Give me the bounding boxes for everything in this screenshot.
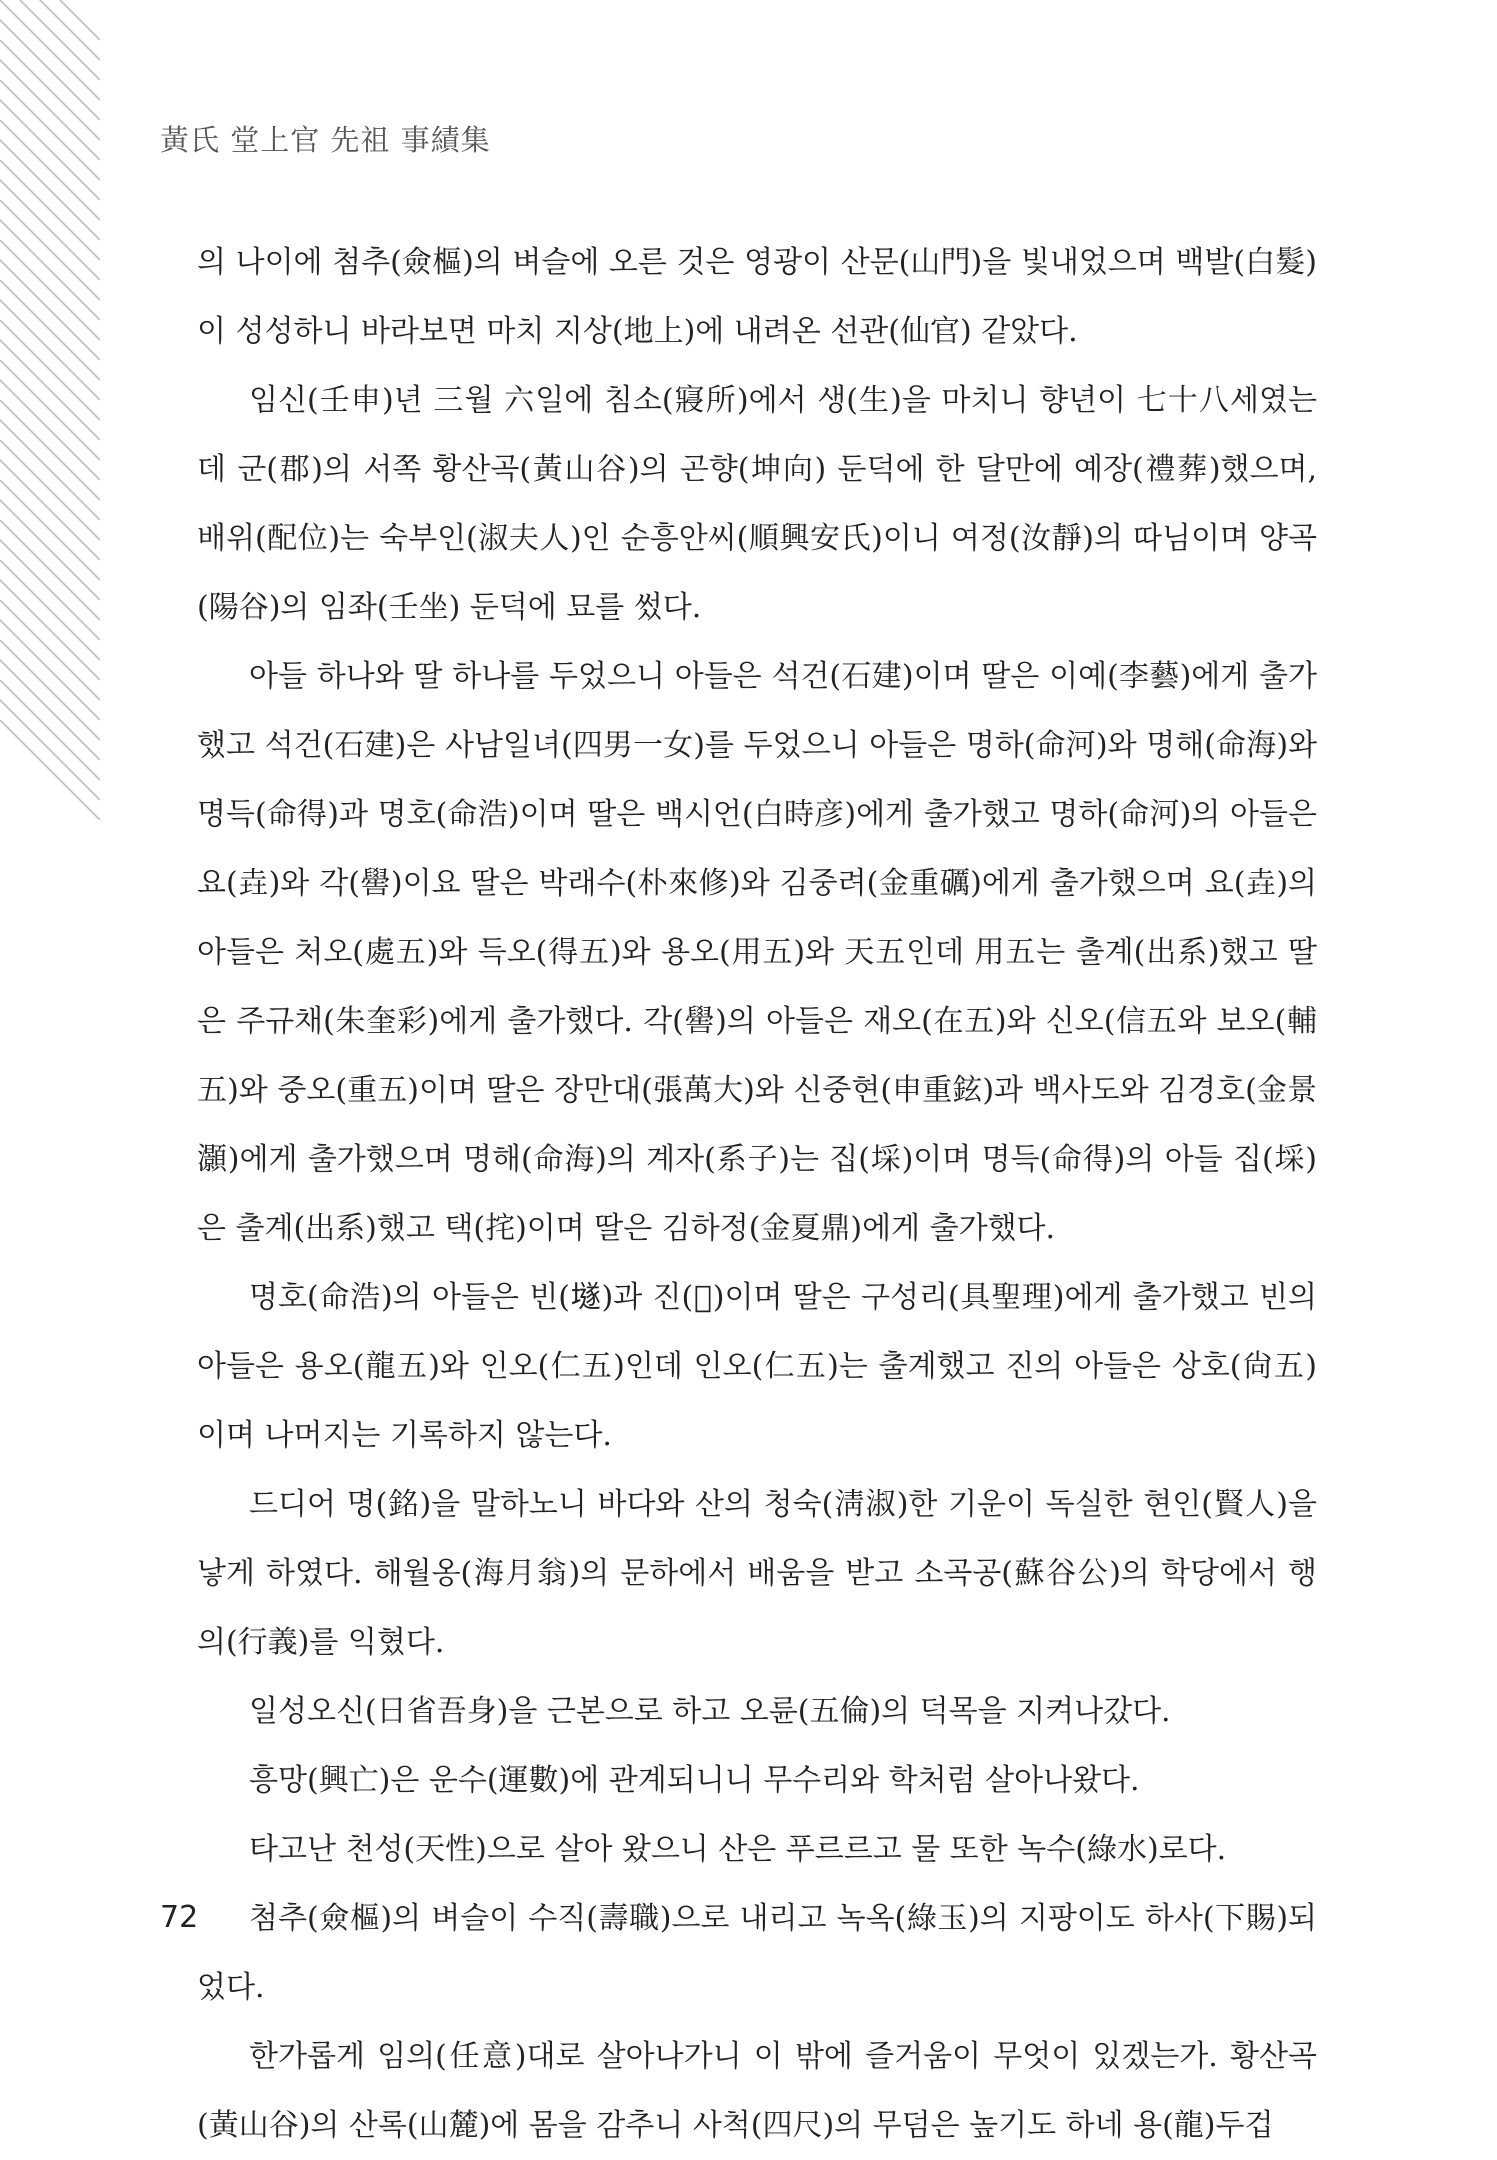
running-header: 黃氏 堂上官 先祖 事績集	[160, 123, 491, 157]
decorative-stripes	[0, 0, 100, 820]
paragraph: 명호(命浩)의 아들은 빈(𡑞)과 진(𡏓)이며 딸은 구성리(具聖理)에게 출가했고 빈의 아들은 용오(龍五)와 인오(仁五)인데 인오(仁五)는 출계했고 진의 아들은 상호(尙五)이며 나머지는 기록하지 않는다.	[197, 1280, 1317, 1453]
body-text	[197, 228, 1317, 2160]
paragraph: 의 나이에 첨추(僉樞)의 벼슬에 오른 것은 영광이 산문(山門)을 빛내었으며 백발(白髮)이 성성하니 바라보면 마치 지상(地上)에 내려온 선관(仙官) 같았다.	[197, 245, 1317, 349]
paragraph: 드디어 명(銘)을 말하노니 바다와 산의 청숙(淸淑)한 기운이 독실한 현인(賢人)을 낳게 하였다. 해월옹(海月翁)의 문하에서 배움을 받고 소곡공(蘇谷公)의 학당에서 행의(行義)를 익혔다.	[197, 1487, 1317, 1660]
paragraph: 한가롭게 임의(任意)대로 살아나가니 이 밖에 즐거움이 무엇이 있겠는가. 황산곡(黃山谷)의 산록(山麓)에 몸을 감추니 사척(四尺)의 무덤은 높기도 하네 용(龍)두겁	[197, 2039, 1317, 2143]
paragraph: 아들 하나와 딸 하나를 두었으니 아들은 석건(石建)이며 딸은 이예(李藝)에게 출가했고 석건(石建)은 사남일녀(四男一女)를 두었으니 아들은 명하(命河)와 명해(命海)와 명득(命得)과 명호(命浩)이며 딸은 백시언(白時彦)에게 출가했고 명하(命河)의 아들은 요(垚)와 각(嚳)이요 딸은 박래수(朴來修)와 김중려(金重礪)에게 출가했으며 요(垚)의 아들은 처오(處五)와 득오(得五)와 용오(用五)와 天五인데 用五는 출계(出系)했고 딸은 주규채(朱奎彩)에게 출가했다. 각(嚳)의 아들은 재오(在五)와 신오(信五와 보오(輔五)와 중오(重五)이며 딸은 장만대(張萬大)와 신중현(申重鉉)과 백사도와 김경호(金景灝)에게 출가했으며 명해(命海)의 계자(系子)는 집(埰)이며 명득(命得)의 아들 집(埰)은 출계(出系)했고 택(挓)이며 딸은 김하정(金夏鼎)에게 출가했다.	[197, 659, 1317, 1246]
paragraph: 일성오신(日省吾身)을 근본으로 하고 오륜(五倫)의 덕목을 지켜나갔다.	[249, 1694, 1171, 1729]
page-number: 72	[160, 1900, 199, 1935]
paragraph: 타고난 천성(天性)으로 살아 왔으니 산은 푸르르고 물 또한 녹수(綠水)로다.	[249, 1832, 1227, 1867]
paragraph: 임신(壬申)년 三월 六일에 침소(寢所)에서 생(生)을 마치니 향년이 七十八세였는데 군(郡)의 서쪽 황산곡(黃山谷)의 곤향(坤向) 둔덕에 한 달만에 예장(禮葬)했으며, 배위(配位)는 숙부인(淑夫人)인 순흥안씨(順興安氏)이니 여정(汝靜)의 따님이며 양곡(陽谷)의 임좌(壬坐) 둔덕에 묘를 썼다.	[197, 383, 1317, 625]
paragraph: 첨추(僉樞)의 벼슬이 수직(壽職)으로 내리고 녹옥(綠玉)의 지팡이도 하사(下賜)되었다.	[197, 1901, 1317, 2005]
paragraph: 흥망(興亡)은 운수(運數)에 관계되니니 무수리와 학처럼 살아나왔다.	[249, 1763, 1140, 1798]
